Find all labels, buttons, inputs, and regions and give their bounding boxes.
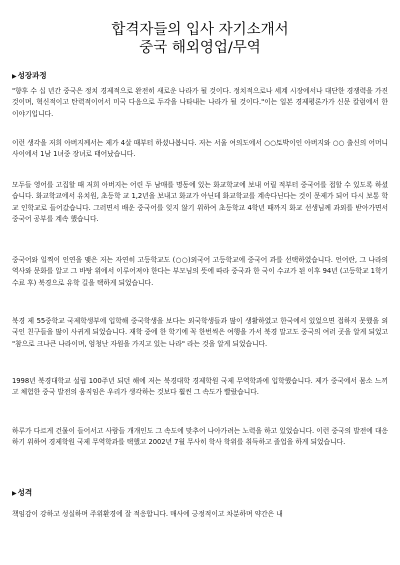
triangle-marker-icon: ▶ (12, 73, 17, 80)
section-label: 성장과정 (17, 71, 47, 80)
paragraph: 북경 제 55중학교 국제학생부에 입학해 중국학생을 보다는 외국학생들과 많이 생활하였고 한국에서 있었으면 접하지 못했을 외국인 친구들을 많이 사귀게 되었습니다. 재학 중에 한 학기에 꼭 한번씩은 여행을 가서 북경 말고도 중국의 여러 곳을 알게 되었고 "참으로 크나큰 나라이며, 엄청난 자원을 가지고 있는 나라" 라는 것을 알게 되었습니다. (12, 317, 388, 348)
section-heading-growth (12, 71, 47, 82)
paragraph: 이런 생각을 저희 아버지께서는 제가 4살 때부터 하셨나봅니다. 저는 서울 여의도에서 ○○토박이인 아버지와 ○○ 출신의 어머니 사이에서 1남 1녀중 장녀로 태어났습니다. (12, 139, 388, 159)
paragraph: 중국어와 일찍이 인연을 맺은 저는 자연히 고등학교도 (○○)외국어 고등학교에 중국어 과를 선택하였습니다. 언어란, 그 나라의 역사와 문화를 알고 그 바탕 위에서 이루어져야 한다는 부모님의 뜻에 따라 중국과 한 국이 수교가 된 이후 94년 (고등학교 1학기 수료 후) 북경으로 유학 길을 택하게 되었습니다. (12, 256, 388, 287)
paragraph: 1998년 북경대학교 설립 100주년 되던 해에 저는 북경대학 경제학원 국제 무역학과에 입학했습니다. 제가 중국에서 몸소 느끼고 체험한 중국 발전의 움직임은 우리가 생각하는 것보다 훨씬 그 속도가 빨랐습니다. (12, 377, 388, 397)
section-heading-personality (12, 488, 32, 499)
page-subtitle: 중국 해외영업/무역 (139, 40, 261, 56)
section-label: 성격 (17, 488, 33, 497)
triangle-marker-icon: ▶ (12, 490, 17, 497)
paragraph: 모두들 영어를 고집할 때 저희 아버지는 어린 두 남매를 명동에 있는 화교학교에 보내 어릴 적부터 중국어를 접할 수 있도록 하셨습니다. 화교학교에서 유치원, 초등학 교 1,2년을 보내고 화교가 아닌데 화교학교를 계속다닌다는 것이 문제가 되어 다시 보통 학교 인학교로 들어갔습니다. 그러면서 배운 중국어를 잊지 않기 위하여 초등학교 4학년 때까지 화교 선생님께 과외를 받아가면서 중국어 공부를 계속 했습니다. (12, 181, 388, 224)
page-title: 합격자들의 입사 자기소개서 (111, 22, 289, 38)
paragraph: 책임감이 강하고 성실하며 주위환경에 잘 적응합니다. 매사에 긍정적이고 차분하며 약간은 내 (12, 510, 283, 518)
paragraph: 하루가 다르게 건물이 들어서고 사람들 개개인도 그 속도에 맞추어 나아가려는 노력을 하고 있었습니다. 이런 중국의 발전에 대응하기 위하여 경제학원 국제 무역학과를 택했고 2002년 7월 무사히 학사 학위를 취득하고 졸업을 하게 되었습니다. (12, 427, 388, 447)
paragraph: "향후 수 십 년간 중국은 정치 경제적으로 완전히 새로운 나라가 될 것이다. 정치적으로나 세계 시장에서나 대단한 경쟁력을 가진 것이며, 혁신적이고 탄력적이어서 미국 다음으로 두각을 나타내는 나라가 될 것이다."이는 일본 경제평론가가 신문 칼럼에서 한 이야기입니다. (12, 87, 388, 118)
